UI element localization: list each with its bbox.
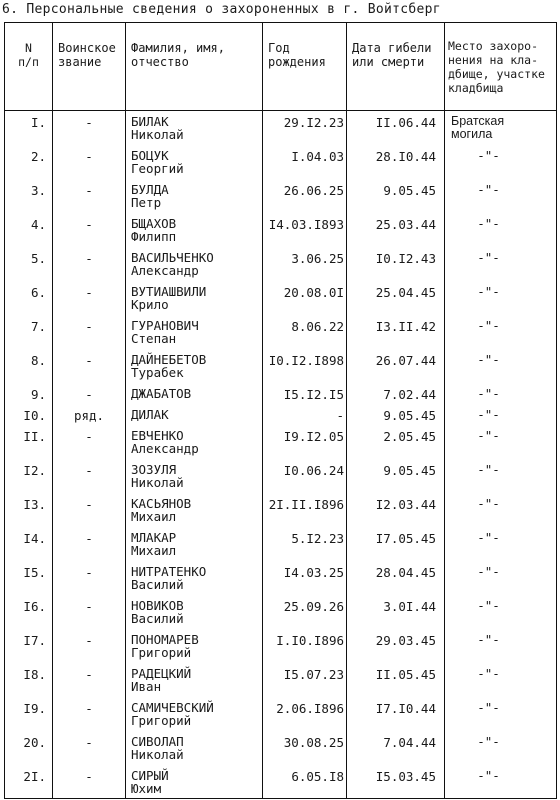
table-row (5, 247, 557, 281)
row-birth-date: 30.08.25 (263, 731, 347, 765)
row-death-date: I7.05.45 (347, 527, 445, 561)
row-burial-place (445, 145, 557, 179)
row-death-date: 29.03.45 (347, 629, 445, 663)
row-burial-place (445, 629, 557, 663)
table-row (5, 383, 557, 404)
row-number: 20. (5, 731, 53, 765)
header-birth-line: Год (268, 41, 290, 55)
table-row (5, 111, 557, 145)
table-header (5, 23, 557, 111)
row-rank: - (53, 111, 126, 145)
given-name: Николай (131, 746, 184, 762)
row-name (126, 697, 263, 731)
header-place-line: нения на кла- (448, 53, 539, 67)
table-row (5, 213, 557, 247)
given-name: Михаил (131, 542, 177, 558)
table-row (5, 315, 557, 349)
row-death-date: 7.04.44 (347, 731, 445, 765)
surname: СИВОЛАП (131, 733, 184, 749)
surname: ДЖАБАТОВ (131, 385, 192, 401)
row-number: 4. (5, 213, 53, 247)
row-name (126, 213, 263, 247)
row-name (126, 111, 263, 145)
given-name: Николай (131, 474, 184, 490)
surname: ЗОЗУЛЯ (131, 461, 177, 477)
row-rank: - (53, 315, 126, 349)
table-row (5, 281, 557, 315)
header-rank (53, 23, 126, 111)
given-name: Григорий (131, 712, 192, 728)
given-name: Крило (131, 296, 169, 312)
row-death-date: 28.04.45 (347, 561, 445, 595)
burial-place-line: -"- (477, 317, 500, 333)
burial-place-line: -"- (477, 529, 500, 545)
row-name (126, 527, 263, 561)
row-rank: - (53, 629, 126, 663)
surname: ГУРАНОВИЧ (131, 317, 199, 333)
given-name: Василий (131, 610, 184, 626)
row-name (126, 663, 263, 697)
burial-place-line: могила (451, 127, 493, 141)
burials-table (4, 22, 557, 799)
row-birth-date: 20.08.0I (263, 281, 347, 315)
table-row (5, 459, 557, 493)
header-place-line: кладбища (448, 81, 504, 95)
row-rank: - (53, 459, 126, 493)
row-burial-place (445, 425, 557, 459)
burial-place-line: -"- (477, 631, 500, 647)
header-number-line: N (25, 41, 32, 55)
burial-place-line: -"- (477, 249, 500, 265)
row-rank: - (53, 663, 126, 697)
row-name (126, 629, 263, 663)
row-number: I6. (5, 595, 53, 629)
header-rank-line: Воинское (58, 41, 116, 55)
table-row (5, 179, 557, 213)
row-birth-date: 6.05.I8 (263, 765, 347, 799)
row-burial-place (445, 561, 557, 595)
row-rank: - (53, 561, 126, 595)
table-row (5, 527, 557, 561)
table-row (5, 404, 557, 425)
row-number: 6. (5, 281, 53, 315)
burial-place-line: -"- (477, 181, 500, 197)
row-death-date: 7.02.44 (347, 383, 445, 404)
row-number: I4. (5, 527, 53, 561)
table-row (5, 731, 557, 765)
surname: ДИЛАК (131, 406, 169, 422)
row-name (126, 425, 263, 459)
row-rank: - (53, 349, 126, 383)
header-birth-line: рождения (268, 55, 326, 69)
surname: БУЛДА (131, 181, 169, 197)
row-number: I0. (5, 404, 53, 425)
row-number: 3. (5, 179, 53, 213)
surname: ЕВЧЕНКО (131, 427, 184, 443)
row-birth-date: I4.03.25 (263, 561, 347, 595)
row-rank: - (53, 383, 126, 404)
header-place-line: дбище, участке (448, 67, 545, 81)
row-death-date: I0.I2.43 (347, 247, 445, 281)
burial-place-line: -"- (477, 215, 500, 231)
row-death-date: 9.05.45 (347, 459, 445, 493)
row-birth-date: I.04.03 (263, 145, 347, 179)
row-name (126, 383, 263, 404)
row-birth-date: I4.03.I893 (263, 213, 347, 247)
row-death-date: I2.03.44 (347, 493, 445, 527)
row-birth-date: 8.06.22 (263, 315, 347, 349)
given-name: Филипп (131, 228, 177, 244)
row-burial-place (445, 281, 557, 315)
row-burial-place (445, 349, 557, 383)
burial-place-line: -"- (477, 461, 500, 477)
row-number: 2. (5, 145, 53, 179)
row-name (126, 281, 263, 315)
table-row (5, 663, 557, 697)
surname: ДАЙНЕБЕТОВ (131, 351, 207, 367)
given-name: Александр (131, 262, 199, 278)
row-rank: - (53, 179, 126, 213)
page-title: 6. Персональные сведения о захороненных в г. Войтсберг (2, 2, 441, 17)
given-name: Степан (131, 330, 177, 346)
row-burial-place (445, 595, 557, 629)
row-death-date: 28.I0.44 (347, 145, 445, 179)
row-rank: - (53, 595, 126, 629)
table-row (5, 765, 557, 799)
row-death-date: 3.0I.44 (347, 595, 445, 629)
table-row (5, 697, 557, 731)
burial-place-line: -"- (477, 767, 500, 783)
header-name-line: Фамилия, имя, (131, 41, 225, 55)
row-number: I7. (5, 629, 53, 663)
header-name-line: отчество (131, 55, 189, 69)
surname: СИРЫЙ (131, 767, 169, 783)
row-number: I9. (5, 697, 53, 731)
given-name: Василий (131, 576, 184, 592)
row-death-date: II.06.44 (347, 111, 445, 145)
burial-place-line: -"- (477, 351, 500, 367)
surname: БИЛАК (131, 114, 169, 129)
row-number: I8. (5, 663, 53, 697)
row-birth-date: 3.06.25 (263, 247, 347, 281)
row-burial-place (445, 697, 557, 731)
given-name: Юхим (131, 780, 162, 796)
table-row (5, 425, 557, 459)
burial-place-line: -"- (477, 283, 500, 299)
row-birth-date: 2I.II.I896 (263, 493, 347, 527)
row-burial-place (445, 315, 557, 349)
row-birth-date: 29.I2.23 (263, 111, 347, 145)
surname: БЩАХОВ (131, 215, 177, 231)
row-number: I3. (5, 493, 53, 527)
row-rank: ряд. (53, 404, 126, 425)
given-name: Михаил (131, 508, 177, 524)
surname: САМИЧЕВСКИЙ (131, 699, 214, 715)
table-row (5, 629, 557, 663)
table-row (5, 595, 557, 629)
row-birth-date: 25.09.26 (263, 595, 347, 629)
row-birth-date: - (263, 404, 347, 425)
row-name (126, 247, 263, 281)
table-row (5, 349, 557, 383)
row-birth-date: 26.06.25 (263, 179, 347, 213)
row-death-date: 25.03.44 (347, 213, 445, 247)
row-number: 5. (5, 247, 53, 281)
row-birth-date: I0.06.24 (263, 459, 347, 493)
row-burial-place (445, 179, 557, 213)
surname: КАСЬЯНОВ (131, 495, 192, 511)
row-number: II. (5, 425, 53, 459)
burial-place-line: -"- (477, 427, 500, 443)
row-name (126, 561, 263, 595)
row-name (126, 145, 263, 179)
header-number (5, 23, 53, 111)
header-place (445, 23, 557, 111)
row-rank: - (53, 281, 126, 315)
row-name (126, 349, 263, 383)
header-death-line: Дата гибели (352, 41, 432, 55)
surname: МЛАКАР (131, 529, 177, 545)
row-rank: - (53, 145, 126, 179)
table-row (5, 561, 557, 595)
row-death-date: 9.05.45 (347, 179, 445, 213)
table-row (5, 493, 557, 527)
header-death (347, 23, 445, 111)
given-name: Александр (131, 440, 199, 456)
row-name (126, 765, 263, 799)
row-birth-date: I.I0.I896 (263, 629, 347, 663)
row-birth-date: 5.I2.23 (263, 527, 347, 561)
surname: ВАСИЛЬЧЕНКО (131, 249, 214, 265)
row-number: 2I. (5, 765, 53, 799)
given-name: Иван (131, 678, 162, 694)
burial-place-line: Братская (451, 114, 505, 128)
row-death-date: 26.07.44 (347, 349, 445, 383)
row-death-date: I7.I0.44 (347, 697, 445, 731)
row-number: I5. (5, 561, 53, 595)
surname: НИТРАТЕНКО (131, 563, 207, 579)
header-name (126, 23, 263, 111)
burial-place-line: -"- (477, 665, 500, 681)
row-burial-place (445, 404, 557, 425)
row-death-date: I5.03.45 (347, 765, 445, 799)
given-name: Георгий (131, 160, 184, 176)
header-death-line: или смерти (352, 55, 425, 69)
row-burial-place (445, 459, 557, 493)
surname: ПОНОМАРЕВ (131, 631, 199, 647)
row-burial-place (445, 111, 557, 145)
surname: БОЦУК (131, 147, 169, 163)
row-birth-date: I0.I2.I898 (263, 349, 347, 383)
burial-place-line: -"- (477, 147, 500, 163)
given-name: Турабек (131, 364, 184, 380)
row-burial-place (445, 213, 557, 247)
row-burial-place (445, 731, 557, 765)
row-burial-place (445, 765, 557, 799)
row-rank: - (53, 493, 126, 527)
row-rank: - (53, 213, 126, 247)
table-row (5, 145, 557, 179)
row-birth-date: I5.07.23 (263, 663, 347, 697)
header-birth (263, 23, 347, 111)
header-place-line: Место захоро- (448, 39, 539, 53)
row-death-date: I3.II.42 (347, 315, 445, 349)
row-number: 7. (5, 315, 53, 349)
row-burial-place (445, 527, 557, 561)
row-number: 9. (5, 383, 53, 404)
row-name (126, 404, 263, 425)
surname: НОВИКОВ (131, 597, 184, 613)
row-rank: - (53, 765, 126, 799)
given-name: Петр (131, 194, 162, 210)
row-birth-date: 2.06.I896 (263, 697, 347, 731)
burial-place-line: -"- (477, 597, 500, 613)
table-body (5, 111, 557, 799)
row-number: I. (5, 111, 53, 145)
row-number: I2. (5, 459, 53, 493)
header-number-line: п/п (18, 55, 39, 69)
burial-place-line: -"- (477, 495, 500, 511)
row-birth-date: I5.I2.I5 (263, 383, 347, 404)
row-rank: - (53, 527, 126, 561)
burial-place-line: -"- (477, 563, 500, 579)
given-name: Григорий (131, 644, 192, 660)
row-name (126, 731, 263, 765)
surname: ВУТИАШВИЛИ (131, 283, 207, 299)
burial-place-line: -"- (477, 733, 500, 749)
row-death-date: 2.05.45 (347, 425, 445, 459)
row-burial-place (445, 383, 557, 404)
row-name (126, 459, 263, 493)
row-death-date: 25.04.45 (347, 281, 445, 315)
burial-place-line: -"- (477, 406, 500, 422)
row-rank: - (53, 731, 126, 765)
given-name: Николай (131, 127, 184, 142)
row-name (126, 493, 263, 527)
surname: РАДЕЦКИЙ (131, 665, 192, 681)
row-name (126, 315, 263, 349)
row-number: 8. (5, 349, 53, 383)
burial-place-line: -"- (477, 699, 500, 715)
row-rank: - (53, 697, 126, 731)
row-rank: - (53, 247, 126, 281)
row-death-date: 9.05.45 (347, 404, 445, 425)
row-death-date: II.05.45 (347, 663, 445, 697)
header-rank-line: звание (58, 55, 102, 69)
row-rank: - (53, 425, 126, 459)
row-burial-place (445, 493, 557, 527)
row-burial-place (445, 663, 557, 697)
row-burial-place (445, 247, 557, 281)
row-name (126, 179, 263, 213)
row-birth-date: I9.I2.05 (263, 425, 347, 459)
burial-place-line: -"- (477, 385, 500, 401)
row-name (126, 595, 263, 629)
